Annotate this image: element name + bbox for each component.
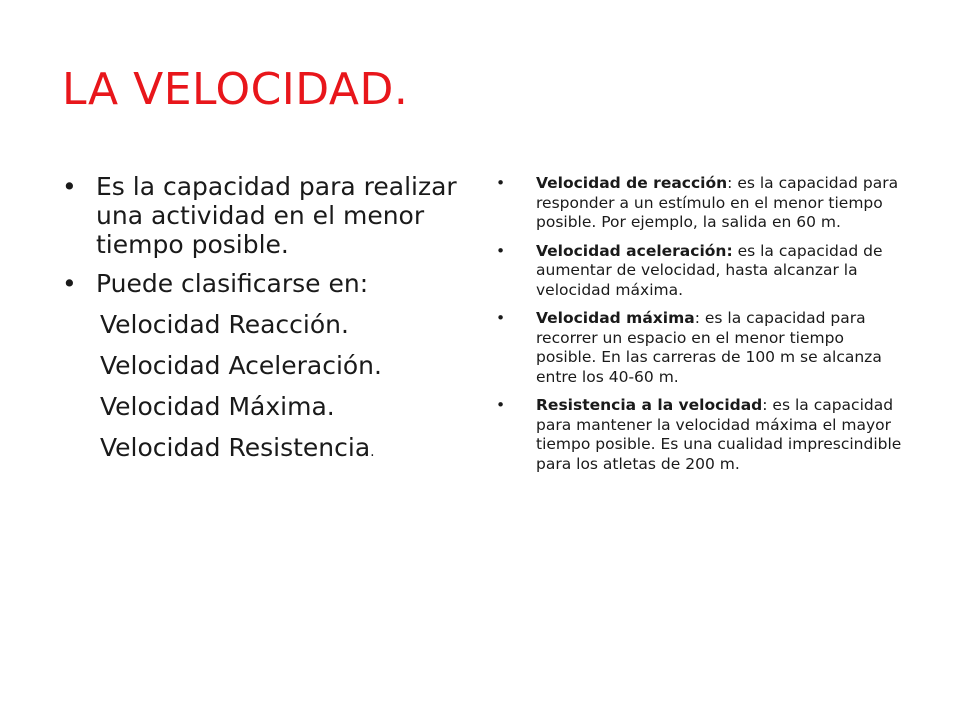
definition-text: es la capacidad de aumentar de velocidad, hasta alcanzar la velocidad máxima. xyxy=(536,241,883,299)
definition-term: Velocidad aceleración: xyxy=(536,241,733,260)
definition-item-reaccion xyxy=(496,174,908,233)
sub-item-trailing-period: . xyxy=(370,444,375,460)
bullet-dot: • xyxy=(62,172,77,201)
bullet-dot: • xyxy=(496,396,506,414)
definition-text: : es la capacidad para mantener la velocidad máxima el mayor tiempo posible. Es una cualidad imprescindible para los atletas de 200 m. xyxy=(536,396,902,473)
definition-term: Resistencia a la velocidad xyxy=(536,396,763,414)
bullet-text: Puede clasificarse en: xyxy=(96,269,369,298)
slide-title: LA VELOCIDAD. xyxy=(62,64,409,115)
definition-item-aceleracion xyxy=(496,242,908,301)
bullet-dot: • xyxy=(496,174,506,192)
definition-term: Velocidad de reacción xyxy=(536,174,728,192)
bullet-dot: • xyxy=(496,241,506,260)
definition-text: : es la capacidad para responder a un estímulo en el menor tiempo posible. Por ejemplo, la salida en 60 m. xyxy=(536,174,899,231)
bullet-classification xyxy=(62,269,472,298)
bullet-definition xyxy=(62,172,472,259)
definition-text: : es la capacidad para recorrer un espacio en el menor tiempo posible. En las carreras de 100 m se alcanza entre los 40-60 m. xyxy=(536,309,882,386)
definition-item-resistencia xyxy=(496,396,908,474)
sub-item-aceleracion: Velocidad Aceleración. xyxy=(100,351,382,380)
bullet-text: Es la capacidad para realizar una actividad en el menor tiempo posible. xyxy=(96,172,457,259)
definition-term: Velocidad máxima xyxy=(536,309,695,327)
bullet-dot: • xyxy=(62,269,77,298)
sub-item-reaccion: Velocidad Reacción. xyxy=(100,310,349,339)
bullet-dot: • xyxy=(496,309,506,327)
definition-item-maxima xyxy=(496,309,908,387)
left-column xyxy=(62,172,472,473)
sub-item-resistencia xyxy=(62,427,472,473)
right-column xyxy=(496,174,908,483)
sub-item-maxima: Velocidad Máxima. xyxy=(100,392,335,421)
sub-item-text: Velocidad Resistencia xyxy=(100,433,371,462)
